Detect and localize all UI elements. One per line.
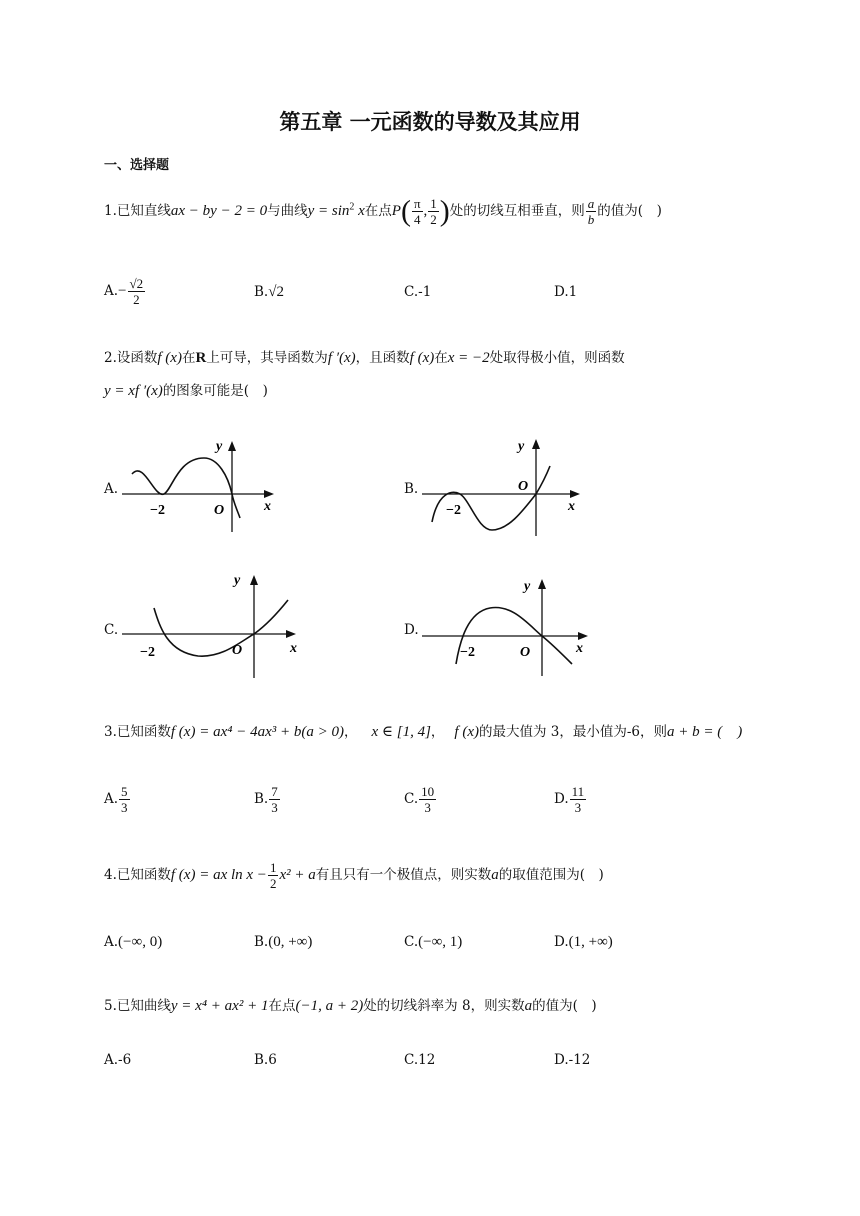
q1-text-1: 已知直线 bbox=[116, 203, 171, 219]
graph-c-x-label: x bbox=[290, 641, 297, 656]
q4-option-c: C.(−∞, 1) bbox=[404, 934, 463, 950]
question-2: 2.设函数f (x)在R上可导，其导函数为f ′(x)，且函数f (x)在x = −2处取得极小值，则函数 bbox=[104, 350, 625, 366]
question-5: 5.已知曲线y = x⁴ + ax² + 1在点(−1, a + 2)处的切线斜率为 8，则实数a的值为( ) bbox=[104, 998, 597, 1014]
graph-a[interactable] bbox=[118, 436, 288, 536]
question-4: 4.已知函数f (x) = ax ln x − $\frac{1}{2}$ x² + a有且只有一个极值点，则实数a的取值范围为( ) bbox=[104, 860, 604, 891]
graph-a-y-label: y bbox=[216, 439, 223, 454]
q1-option-c: C.-1 bbox=[404, 284, 432, 300]
q1-curve-eq-sup: 2 bbox=[349, 201, 355, 213]
graph-a-label: A. bbox=[104, 481, 119, 497]
q1-text-5: 的值为( ) bbox=[597, 203, 662, 219]
q5-option-a: A.-6 bbox=[104, 1052, 132, 1068]
q1-number: 1. bbox=[104, 203, 117, 219]
q5-option-b: B.6 bbox=[254, 1052, 277, 1068]
q1-line-equation: ax − by − 2 = 0 bbox=[170, 203, 268, 219]
section-heading: 一、选择题 bbox=[104, 158, 170, 173]
q4-option-d: D.(1, +∞) bbox=[554, 934, 613, 950]
q5-option-d: D.-12 bbox=[554, 1052, 591, 1068]
q1-option-a: A.− $\frac{√2}{2}$ bbox=[104, 276, 144, 307]
graph-c-origin: O bbox=[232, 643, 243, 658]
q4-option-a: A.(−∞, 0) bbox=[104, 934, 163, 950]
graph-b-x-label: x bbox=[568, 499, 575, 514]
q3-option-c: C. $\frac{10}{3}$ bbox=[404, 784, 435, 815]
graph-a-x-label: x bbox=[264, 499, 271, 514]
graph-b[interactable] bbox=[418, 432, 588, 540]
q1-curve-eq-a: y = sin bbox=[307, 203, 350, 219]
graph-d-x-label: x bbox=[576, 641, 583, 656]
question-1: 1.已知直线ax − by − 2 = 0与曲线$y = \sin^2 x$在点P( $\frac{\pi}{4}$ , $\frac{1}{2}$ )处的切线互相垂直，则 $\frac{a}{b}$ 的值为( ) bbox=[104, 194, 662, 228]
graph-b-minus-two: −2 bbox=[446, 503, 461, 518]
graph-b-y-label: y bbox=[518, 439, 525, 454]
q1-text-2: 与曲线 bbox=[267, 203, 308, 219]
question-3: 3.已知函数f (x) = ax⁴ − 4ax³ + b(a > 0)， x ∈ [1, 4]， f (x)的最大值为 3，最小值为-6，则a + b = ( ) bbox=[104, 724, 743, 740]
q5-option-c: C.12 bbox=[404, 1052, 436, 1068]
graph-c-y-label: y bbox=[234, 573, 241, 588]
q1-point-y: $\frac{1}{2}$ bbox=[430, 196, 437, 227]
graph-d-y-label: y bbox=[524, 579, 531, 594]
q1-option-d: D.1 bbox=[554, 284, 578, 300]
question-2-line-2: y = xf ′(x)的图象可能是( ) bbox=[104, 383, 268, 399]
graph-c[interactable] bbox=[118, 566, 308, 682]
graph-d-label: D. bbox=[404, 622, 419, 638]
q1-point-x: $\frac{\pi}{4}$ bbox=[413, 196, 421, 227]
q1-text-4: 处的切线互相垂直，则 bbox=[449, 203, 585, 219]
q3-option-a: A. $\frac{5}{3}$ bbox=[104, 784, 128, 815]
graph-d-origin: O bbox=[520, 645, 531, 660]
graph-c-label: C. bbox=[104, 622, 119, 638]
graph-c-minus-two: −2 bbox=[140, 645, 155, 660]
graph-b-origin: O bbox=[518, 479, 529, 494]
graph-a-origin: O bbox=[214, 503, 225, 518]
q3-option-b: B. $\frac{7}{3}$ bbox=[254, 784, 278, 815]
q1-point-name: P bbox=[391, 203, 401, 219]
q1-fraction-ab: $\frac{a}{b}$ bbox=[587, 196, 595, 227]
graph-a-minus-two: −2 bbox=[150, 503, 165, 518]
q1-curve-eq-b: x bbox=[354, 203, 365, 219]
graph-d[interactable] bbox=[418, 572, 598, 680]
page-title: 第五章 一元函数的导数及其应用 bbox=[279, 110, 581, 134]
q1-text-3: 在点 bbox=[364, 203, 392, 219]
graph-d-minus-two: −2 bbox=[460, 645, 475, 660]
q1-option-b: B.√2 bbox=[254, 284, 284, 300]
graph-b-label: B. bbox=[404, 481, 419, 497]
q3-option-d: D. $\frac{11}{3}$ bbox=[554, 784, 585, 815]
q4-option-b: B.(0, +∞) bbox=[254, 934, 313, 950]
